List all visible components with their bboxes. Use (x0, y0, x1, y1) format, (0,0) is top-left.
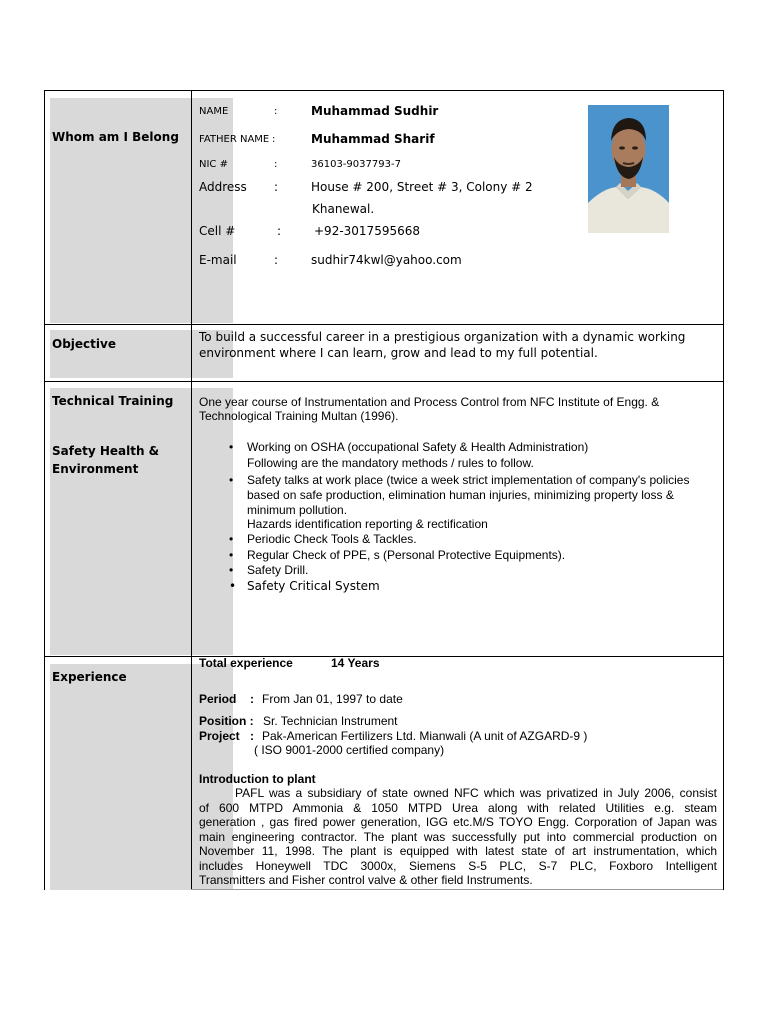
nic-label: NIC # (199, 159, 228, 170)
cell-value: +92-3017595668 (314, 224, 421, 238)
position-label: Position : (199, 714, 254, 728)
border-row1 (44, 324, 724, 325)
profile-photo (588, 105, 669, 233)
portrait-image (588, 105, 669, 233)
project-label: Project (199, 729, 240, 743)
intro-line: main engineering contractor. The plant was successfully put into commercial production on (199, 829, 717, 844)
intro-line: November 11, 1998. The plant is equipped with latest state of art instrumentation, which (199, 844, 717, 858)
cell-colon: : (277, 224, 282, 238)
objective-text-line2: environment where I can learn, grow and lead to my full potential. (199, 346, 598, 360)
border-right (723, 90, 724, 890)
bullet-icon: • (229, 547, 234, 562)
name-label: NAME (199, 106, 229, 117)
border-left (44, 90, 45, 890)
list-item-line: Hazards identification reporting & rectification (247, 517, 488, 532)
period-value: From Jan 01, 1997 to date (262, 692, 403, 706)
label-bg-training (50, 388, 233, 655)
bullet-icon: • (229, 578, 237, 593)
list-item (229, 532, 719, 548)
address-value-line2: Khanewal. (312, 202, 375, 216)
nic-colon: : (274, 159, 278, 170)
email-value: sudhir74kwl@yahoo.com (311, 253, 462, 267)
project-note: ( ISO 9001-2000 certified company) (254, 743, 445, 757)
border-row3 (44, 656, 724, 657)
nic-value: 36103-9037793-7 (311, 159, 401, 170)
intro-line: of 600 MTPD Ammonia & 1050 MTPD Urea along with related Utilities e.g. steam (199, 800, 717, 815)
list-item (229, 563, 719, 579)
list-item-line: Regular Check of PPE, s (Personal Protective Equipments). (247, 547, 566, 562)
intro-paragraph (199, 786, 717, 888)
list-item-line: Following are the mandatory methods / rules to follow. (247, 455, 534, 470)
list-item (229, 579, 719, 595)
list-item-line: Safety Drill. (247, 563, 309, 578)
email-colon: : (274, 253, 279, 267)
list-item-line: minimum pollution. (247, 502, 348, 517)
total-experience-value: 14 Years (331, 656, 380, 670)
period-colon: : (250, 692, 254, 706)
address-colon: : (274, 180, 279, 194)
name-value: Muhammad Sudhir (311, 104, 439, 118)
project-value: Pak-American Fertilizers Ltd. Mianwali (A unit of AZGARD-9 ) (262, 729, 588, 743)
bullet-icon: • (229, 440, 234, 454)
bullet-icon: • (229, 532, 234, 547)
position-value: Sr. Technician Instrument (263, 714, 398, 728)
list-item-line: Safety Critical System (247, 578, 380, 593)
list-item (229, 548, 719, 564)
list-item-line: Working on OSHA (occupational Safety & Health Administration) (247, 440, 589, 454)
training-text-line2: Technological Training Multan (1996). (199, 409, 399, 423)
intro-heading: Introduction to plant (199, 772, 316, 786)
list-item-line: Periodic Check Tools & Tackles. (247, 532, 417, 547)
border-mid (191, 90, 192, 890)
training-text-line1: One year course of Instrumentation and Process Control from NFC Institute of Engg. & (199, 395, 660, 409)
address-label: Address (199, 180, 247, 194)
father-name-label: FATHER NAME (199, 134, 270, 145)
intro-line: Transmitters and Fisher control valve & other field Instruments. (199, 873, 533, 887)
cell-label: Cell # (199, 224, 236, 238)
list-item-line: Safety talks at work place (twice a week strict implementation of company's policies (247, 473, 690, 487)
border-top (44, 90, 724, 91)
bullet-icon: • (229, 563, 234, 578)
total-experience-label: Total experience (199, 656, 293, 670)
border-row2 (44, 381, 724, 382)
address-value: House # 200, Street # 3, Colony # 2 (311, 180, 533, 194)
section-label-safety-line1: Safety Health & (52, 444, 160, 458)
safety-list (229, 440, 719, 594)
intro-line: generation , gas fired power generation, IGG etc.M/S TOYO Engg. Corporation of Japan was (199, 815, 717, 829)
list-item (229, 473, 719, 532)
section-label-objective: Objective (52, 337, 116, 351)
objective-text-line1: To build a successful career in a prestigious organization with a dynamic working (199, 330, 686, 344)
section-label-experience: Experience (52, 670, 127, 684)
resume-table (44, 90, 724, 890)
section-label-safety-line2: Environment (52, 462, 139, 476)
intro-line: PAFL was a subsidiary of state owned NFC which was privatized in July 2006, consist (235, 786, 717, 800)
email-label: E-mail (199, 253, 237, 267)
name-colon: : (274, 106, 278, 117)
intro-line: includes Honeywell TDC 3000x, Siemens S-5 PLC, S-7 PLC, Foxboro Intelligent (199, 858, 717, 873)
bullet-icon: • (229, 473, 234, 487)
father-name-value: Muhammad Sharif (311, 132, 435, 146)
father-name-colon: : (272, 134, 276, 145)
list-item-line: based on safe production, elimination human injuries, minimizing property loss & (247, 487, 674, 502)
border-bottom (191, 889, 723, 890)
section-label-personal: Whom am I Belong (52, 130, 179, 144)
section-label-training: Technical Training (52, 394, 174, 408)
list-item (229, 440, 719, 471)
project-colon: : (250, 729, 254, 743)
period-label: Period (199, 692, 237, 706)
